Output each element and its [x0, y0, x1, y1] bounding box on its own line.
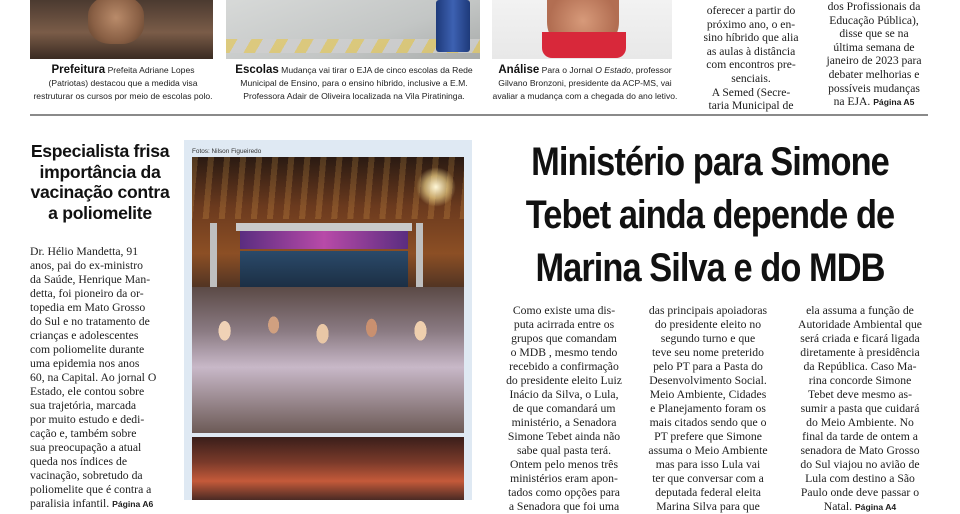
caption-text: restruturar os cursos por meio de escolas polo.	[33, 91, 213, 101]
story-line: disse que se na	[839, 27, 909, 41]
story-line: queda nos índices de	[30, 455, 128, 468]
main-story-column-1	[496, 304, 632, 514]
page-reference-a6[interactable]: Página A6	[112, 499, 154, 509]
story-line: 60, na Capital. Ao jornal O	[30, 371, 157, 384]
headline-line: Ministério para Simone	[531, 140, 889, 184]
story-line: Paulo onde deve passar o	[800, 486, 920, 499]
story-line: ela assuma a função de	[806, 304, 914, 317]
page-reference-a5[interactable]: Página A5	[873, 97, 915, 108]
story-line: com encontros pre-	[706, 58, 796, 72]
prefeitura-photo	[30, 0, 213, 59]
caption-newspaper-name: O Estado	[595, 65, 632, 75]
story-line: da Saúde, Henrique Man-	[30, 273, 151, 286]
story-line: possíveis mudanças	[828, 81, 920, 95]
story-line: e Planejamento foram os	[650, 402, 766, 415]
story-line: diretamente à presidência	[800, 346, 920, 359]
story-line: da República. Caso Ma-	[803, 360, 917, 373]
caption-kicker: Análise	[498, 64, 540, 76]
story-line: sino híbrido que alia	[703, 31, 799, 45]
story-line: senadora de Mato Grosso	[800, 444, 920, 457]
analise-photo	[492, 0, 672, 59]
story-line: segundo turno e que	[660, 332, 756, 345]
story-line: grupos que comandam	[511, 332, 617, 345]
event-photo-second	[192, 437, 464, 500]
story-line: das principais apoiadoras	[648, 304, 768, 317]
story-line: Tebet deve mesmo as-	[807, 388, 912, 401]
story-line: A Semed (Secre-	[711, 85, 791, 99]
caption-text: Prefeita Adriane Lopes	[107, 65, 195, 75]
story-line: sua preocupação a atual	[30, 441, 142, 454]
story-line: última semana de	[833, 40, 915, 54]
main-story-column-2	[640, 304, 776, 514]
story-line: vacinação, sobretudo da	[30, 469, 143, 482]
story-line: uma epidemia nos anos	[30, 357, 140, 370]
escolas-caption	[226, 64, 482, 103]
story-line: Estado, ele contou sobre	[30, 385, 145, 398]
story-line: com poliomelite durante	[30, 343, 145, 356]
story-line: crianças e adolescentes	[30, 329, 139, 342]
caption-kicker: Escolas	[235, 64, 279, 76]
caption-text: , professor	[631, 65, 672, 75]
story-line: detta, foi pioneiro da or-	[30, 287, 144, 300]
story-line: janeiro de 2023 para	[826, 54, 922, 68]
story-line: debater melhorias e	[828, 67, 920, 81]
caption-kicker: Prefeitura	[51, 64, 106, 76]
story-line: do Sul e no tratamento de	[30, 315, 150, 328]
photo-credit: Fotos: Nilson Figueiredo	[192, 148, 262, 155]
story-line: tados como opções para	[508, 486, 620, 499]
caption-text: (Patriotas) destacou que a medida visa	[48, 78, 198, 88]
story-line: por muito estudo e dedi-	[30, 413, 145, 426]
top-story-column-left	[698, 4, 804, 113]
sidebar-body	[30, 245, 170, 511]
story-line: mas para isso Lula vai	[655, 458, 761, 471]
story-line: recebido a confirmação	[509, 360, 619, 373]
story-line: pelo PT para a Pasta do	[653, 360, 763, 373]
caption-text: Gilvano Bronzoni, presidente da ACP-MS, vai	[498, 78, 672, 88]
story-line: teve seu nome preterido	[652, 346, 764, 359]
event-photo	[192, 157, 464, 433]
story-line: assuma o Meio Ambiente	[648, 444, 768, 457]
analise-caption	[492, 64, 678, 103]
story-line: deputada federal eleita	[655, 486, 761, 499]
story-line: mais citados sendo que o	[649, 416, 767, 429]
story-line: do Sul viajou no avião de	[800, 458, 920, 471]
prefeitura-caption	[30, 64, 216, 103]
story-line: cação e, também sobre	[30, 427, 137, 440]
story-line: a Senadora que foi uma	[508, 500, 620, 513]
story-line: Inácio da Silva, o Lula,	[509, 388, 619, 401]
story-line: poliomelite que é contra a	[30, 483, 152, 496]
story-line: de que comandará um	[512, 402, 616, 415]
story-line: será criada e ficará ligada	[800, 332, 920, 345]
caption-text: Municipal de Ensino, para o ensino híbrido, inclusive a E.M.	[240, 78, 468, 88]
story-line: Educação Pública),	[829, 13, 919, 27]
story-line: ministérios eram apon-	[510, 472, 618, 485]
story-line: do presidente eleito Luiz	[506, 374, 622, 387]
story-line: sua trajetória, marcada	[30, 399, 137, 412]
story-line: Como existe uma dis-	[512, 304, 616, 317]
story-line: na EJA.	[833, 95, 871, 109]
headline-line: Marina Silva e do MDB	[535, 246, 885, 290]
story-line: ministério, a Senadora	[511, 416, 617, 429]
story-line: Lula com destino a São	[805, 472, 915, 485]
story-line: Dr. Hélio Mandetta, 91	[30, 245, 139, 258]
sidebar-headline: Especialista frisa importância da vacinação contra a poliomelite	[30, 141, 170, 223]
story-line: Simone Tebet ainda não	[507, 430, 621, 443]
story-line: Desenvolvimento Social.	[649, 374, 767, 387]
story-line: final da tarde de ontem a	[802, 430, 918, 443]
caption-text: avaliar a mudança com a chegada do ano letivo.	[492, 91, 678, 101]
story-line: próximo ano, o en-	[706, 17, 796, 31]
story-line: paralisia infantil.	[30, 497, 110, 510]
story-line: sabe qual pasta terá.	[516, 444, 612, 457]
story-line: senciais.	[731, 71, 771, 85]
story-line: Marina Silva para que	[656, 500, 760, 513]
story-line: o MDB , mesmo tendo	[510, 346, 618, 359]
caption-text: Para o Jornal	[541, 65, 596, 75]
caption-text: Mudança vai tirar o EJA de cinco escolas da Rede	[281, 65, 473, 75]
story-line: do Meio Ambiente. No	[806, 416, 914, 429]
story-line: Natal.	[823, 500, 853, 513]
story-line: Ontem pelo menos três	[509, 458, 619, 471]
section-divider	[30, 114, 928, 116]
story-line: do presidente eleito no	[654, 318, 762, 331]
story-line: rina concorde Simone	[808, 374, 912, 387]
story-line: oferecer a partir do	[706, 4, 796, 17]
story-line: taria Municipal de	[708, 99, 794, 113]
story-line: Meio Ambiente, Cidades	[649, 388, 767, 401]
story-line: anos, pai do ex-ministro	[30, 259, 143, 272]
caption-text: Professora Adair de Oliveira localizada na Vila Piratininga.	[243, 91, 465, 101]
story-line: as aulas à distância	[706, 44, 796, 58]
page-reference-a4[interactable]: Página A4	[854, 502, 897, 512]
headline-line: Tebet ainda depende de	[525, 193, 895, 237]
main-story-column-3	[792, 304, 928, 514]
main-headline	[517, 136, 902, 295]
escolas-photo	[226, 0, 480, 59]
top-story-column-right	[820, 0, 928, 110]
story-line: sumir a pasta que cuidará	[800, 402, 920, 415]
story-line: puta acirrada entre os	[513, 318, 615, 331]
story-line: Autoridade Ambiental que	[798, 318, 922, 331]
story-line: PT prefere que Simone	[654, 430, 762, 443]
story-line: ter que conversar com a	[652, 472, 764, 485]
story-line: dos Profissionais da	[827, 0, 921, 13]
story-line: topedia em Mato Grosso	[30, 301, 146, 314]
